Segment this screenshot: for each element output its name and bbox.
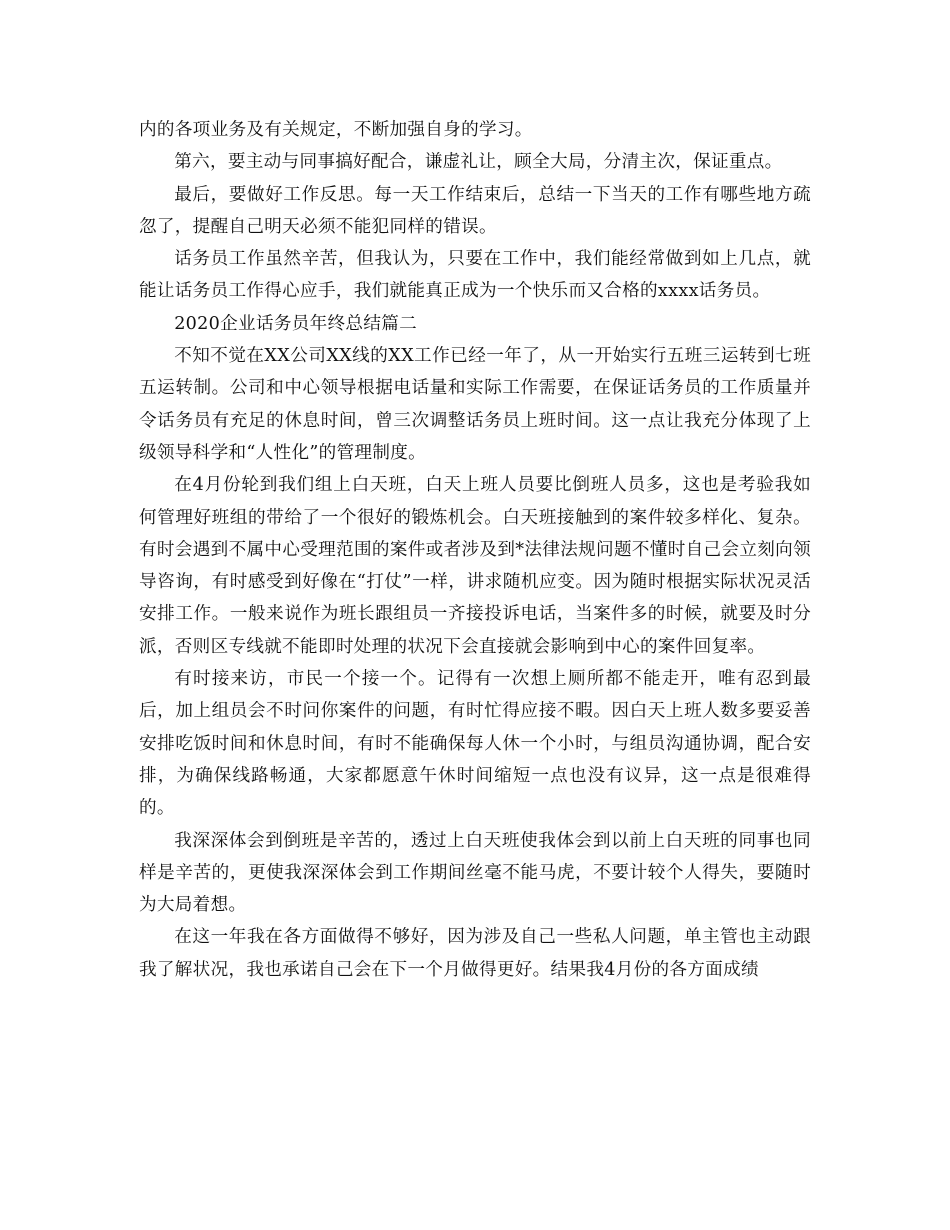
paragraph: 第六，要主动与同事搞好配合，谦虚礼让，顾全大局，分清主次，保证重点。 [174, 152, 783, 173]
paragraph: 不知不觉在XX公司XX线的XX工作已经一年了，从一开始实行五班三运转到七班五运转制。公司和中心领导根据电话量和实际工作需要，在保证话务员的工作质量并令话务员有充足的休息时间，曾三次调整话务员上班时间。这一点让我充分体现了上级领导科学和“人性化”的管理制度。 [139, 346, 811, 463]
paragraph: 内的各项业务及有关规定，不断加强自身的学习。 [139, 120, 533, 140]
document-body [139, 114, 811, 986]
paragraph: 在4月份轮到我们组上白天班，白天上班人员要比倒班人员多，这也是考验我如何管理好班组的带给了一个很好的锻炼机会。白天班接触到的案件较多样化、复杂。有时会遇到不属中心受理范围的案件或者涉及到*法律法规问题不懂时自己会立刻向领导咨询，有时感受到好像在“打仗”一样，讲求随机应变。因为随时根据实际状况灵活安排工作。一般来说作为班长跟组员一齐接投诉电话，当案件多的时候，就要及时分派，否则区专线就不能即时处理的状况下会直接就会影响到中心的案件回复率。 [139, 475, 811, 657]
paragraph: 在这一年我在各方面做得不够好，因为涉及自己一些私人问题，单主管也主动跟我了解状况，我也承诺自己会在下一个月做得更好。结果我4月份的各方面成绩 [139, 927, 811, 980]
section-heading: 2020企业话务员年终总结篇二 [174, 313, 417, 334]
paragraph: 最后，要做好工作反思。每一天工作结束后，总结一下当天的工作有哪些地方疏忽了，提醒自己明天必须不能犯同样的错误。 [139, 184, 811, 237]
paragraph: 有时接来访，市民一个接一个。记得有一次想上厕所都不能走开，唯有忍到最后，加上组员会不时问你案件的问题，有时忙得应接不暇。因白天上班人数多要妥善安排吃饭时间和休息时间，有时不能确保每人休一个小时，与组员沟通协调，配合安排，为确保线路畅通，大家都愿意午休时间缩短一点也没有议异，这一点是很难得的。 [139, 669, 811, 819]
paragraph: 我深深体会到倒班是辛苦的，透过上白天班使我体会到以前上白天班的同事也同样是辛苦的，更使我深深体会到工作期间丝毫不能马虎，不要计较个人得失，要随时为大局着想。 [139, 830, 811, 916]
paragraph: 话务员工作虽然辛苦，但我认为，只要在工作中，我们能经常做到如上几点，就能让话务员工作得心应手，我们就能真正成为一个快乐而又合格的xxxx话务员。 [139, 249, 811, 302]
